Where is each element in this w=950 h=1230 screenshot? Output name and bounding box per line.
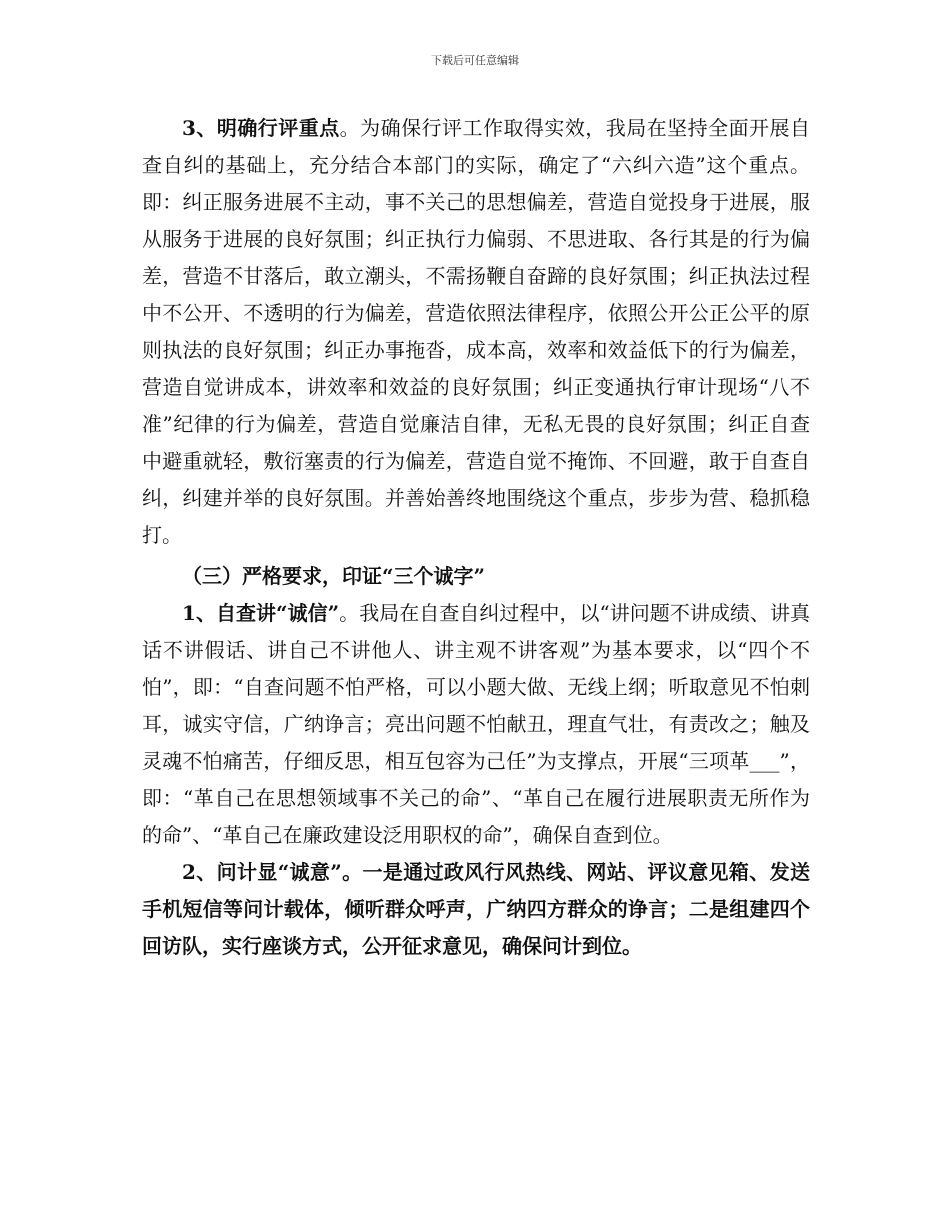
paragraph-2 [142,595,810,854]
page-header: 下载后可任意编辑 [431,54,519,67]
paragraph-1-text: 。为确保行评工作取得实效，我局在坚持全面开展自查自纠的基础上，充分结合本部门的实际，确定了“六纠六造”这个重点。即：纠正服务进展不主动，事不关己的思想偏差，营造自觉投身于进展，服从服务于进展的良好氛围；纠正执行力偏弱、不思进取、各行其是的行为偏差，营造不甘落后，敢立潮头，不需扬鞭自奋蹄的良好氛围；纠正执法过程中不公开、不透明的行为偏差，营造依照法律程序，依照公开公正公平的原则执法的良好氛围；纠正办事拖沓，成本高，效率和效益低下的行为偏差，营造自觉讲成本，讲效率和效益的良好氛围；纠正变通执行审计现场“八不准”纪律的行为偏差，营造自觉廉洁自律，无私无畏的良好氛围；纠正自查中避重就轻，敷衍塞责的行为偏差，营造自觉不掩饰、不回避，敢于自查自纠，纠建并举的良好氛围。并善始善终地围绕这个重点，步步为营、稳抓稳打。 [142,116,810,547]
paragraph-1-lead: 3、明确行评重点 [182,116,340,140]
paragraph-2-lead: 1、自查讲“诚信” [182,601,340,625]
paragraph-3-text: 。一是通过政风行风热线、网站、评议意见箱、发送手机短信等问计载体，倾听群众呼声，广纳四方群众的诤言；二是组建四个回访队，实行座谈方式，公开征求意见，确保问计到位。 [142,860,810,958]
section-title: （三）严格要求，印证“三个诚字” [182,564,486,588]
paragraph-3-lead: 2、问计显“诚意” [182,860,342,884]
document-body [142,110,810,965]
paragraph-2-text: 。我局在自查自纠过程中，以“讲问题不讲成绩、讲真话不讲假话、讲自己不讲他人、讲主观不讲客观”为基本要求，以“四个不怕”，即：“自查问题不怕严格，可以小题大做、无线上纲；听取意见不怕刺耳，诚实守信，广纳诤言；亮出问题不怕献丑，理直气壮，有责改之；触及灵魂不怕痛苦，仔细反思，相互包容为己任”为支撑点，开展“三项革___”，即：“革自己在思想领域事不关己的命”、“革自己在履行进展职责无所作为的命”、“革自己在廉政建设泛用职权的命”，确保自查到位。 [142,601,810,847]
paragraph-1 [142,110,810,554]
paragraph-3 [142,854,810,965]
